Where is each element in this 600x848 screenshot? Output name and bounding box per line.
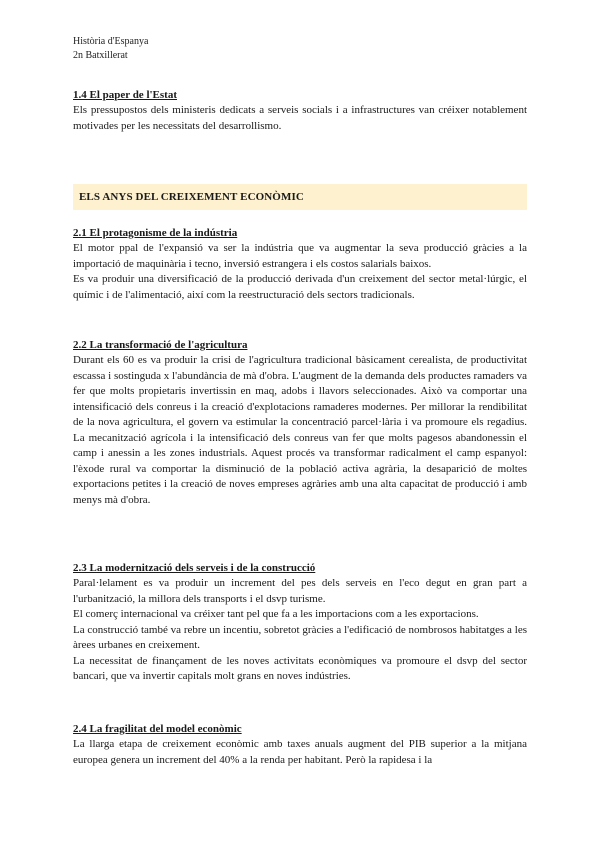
section-1-4 [73,88,527,134]
paragraph: Es va produir una diversificació de la producció derivada d'un creixement del sector metal·lúrgic, el químic i de l'alimentació, així com la reestructuració dels sectors tradicionals. [73,273,527,301]
section-title: 2.1 El protagonisme de la indústria [73,227,238,239]
section-2-3 [73,561,527,685]
section-title: 2.3 La modernització dels serveis i de la construcció [73,562,316,574]
paragraph: El comerç internacional va créixer tant pel que fa a les importacions com a les exportacions. [73,608,479,620]
header-course: 2n Batxillerat [73,50,128,61]
section-title: 2.2 La transformació de l'agricultura [73,339,248,351]
section-2-1 [73,226,527,303]
paragraph: El motor ppal de l'expansió va ser la indústria que va augmentar la seva producció gràcies a la importació de maquinària i tecno, inversió estrangera i els costos salarials baixos. [73,242,527,270]
paragraph: Els pressupostos dels ministeris dedicats a serveis socials i a infrastructures van créixer notablement motivades per les necessitats del desarrollismo. [73,104,527,132]
page-header [73,35,148,63]
section-title: 2.4 La fragilitat del model econòmic [73,723,242,735]
chapter-banner: ELS ANYS DEL CREIXEMENT ECONÒMIC [73,184,527,210]
section-2-4 [73,722,527,768]
paragraph: La construcció també va rebre un incentiu, sobretot gràcies a l'edificació de nombrosos habitatges a les àrees urbanes en creixement. [73,623,527,651]
header-subject: Història d'Espanya [73,36,149,47]
paragraph: Paral·lelament es va produir un increment del pes dels serveis en l'eco degut en gran part a l'urbanització, la millora dels transports i el dsvp turisme. [73,577,527,605]
section-title: 1.4 El paper de l'Estat [73,89,178,101]
section-2-2 [73,338,527,508]
paragraph: Durant els 60 es va produir la crisi de l'agricultura tradicional bàsicament cerealista, de productivitat escassa i sostinguda x l'abundància de mà d'obra. L'augment de la demanda dels productes ramaders va fer que molts propietaris invertissin en maq, adobs i llavors seleccionades. Això va comportar una intensificació dels conreus i la creació d'explotacions ramaderes modernes. Per millorar la rendibilitat de la nova agricultura, el govern va estimular la concentració parcel·lària i va promoure els regadius. La mecanització agrícola i la intensificació dels conreus van fer que molts pagesos abandonessin el camp i anessin a les zones industrials. Aquest procés va transformar radicalment el camp espanyol: l'èxode rural va comportar la disminució de la població activa agrària, la desaparició de moltes exportacions petites i la creació de noves empreses agràries amb una alta capacitat de producció i amb menys mà d'obra. [73,354,527,506]
paragraph: La llarga etapa de creixement econòmic amb taxes anuals augment del PIB superior a la mitjana europea genera un increment del 40% a la renda per habitant. Però la rapidesa i la [73,738,527,766]
paragraph: La necessitat de finançament de les noves activitats econòmiques va promoure el dsvp del sector bancari, que va invertir capitals molt grans en noves indústries. [73,654,527,682]
